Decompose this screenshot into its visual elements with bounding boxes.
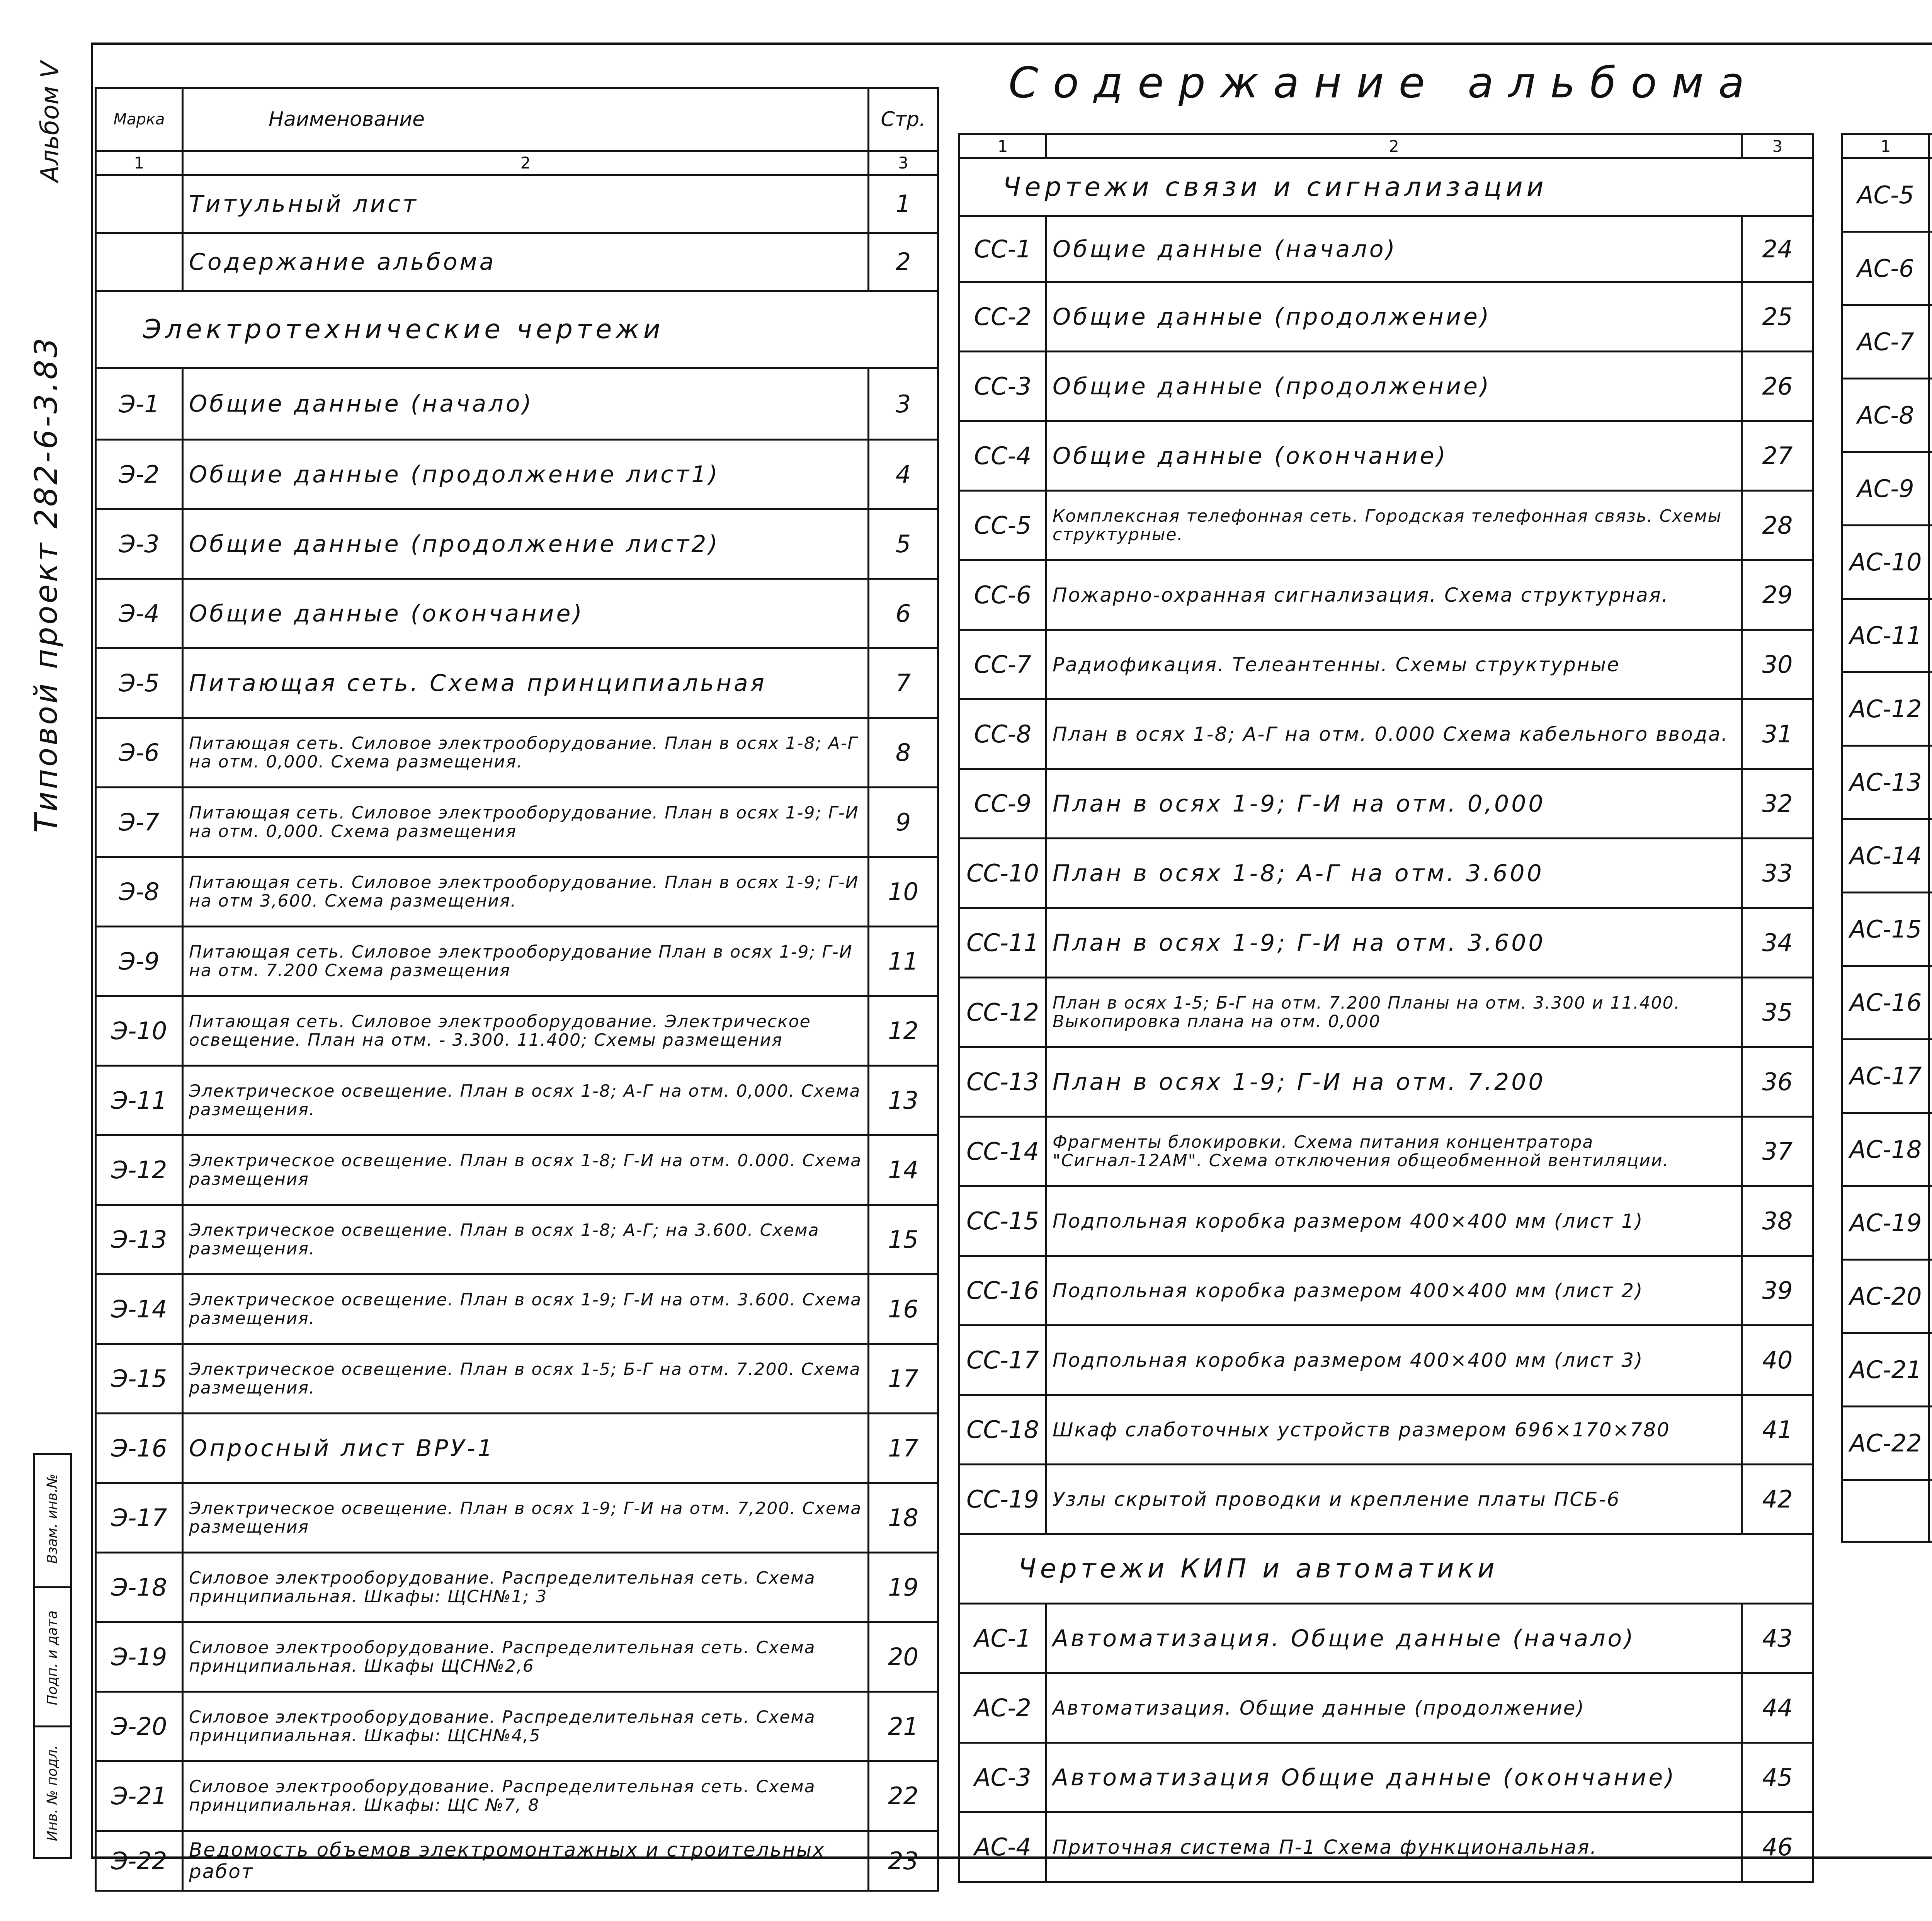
row-code: СС-5 (959, 491, 1046, 560)
row-name (1929, 1040, 1932, 1113)
header-name: Наименование (183, 88, 869, 151)
row-code: Э-1 (96, 368, 183, 440)
row-page: 44 (1742, 1673, 1813, 1743)
row-code: СС-3 (959, 352, 1046, 421)
row-code: СС-16 (959, 1256, 1046, 1325)
row-code: СС-17 (959, 1325, 1046, 1395)
table-row (959, 1673, 1813, 1743)
table-row (1842, 305, 1932, 379)
row-name (1929, 232, 1932, 305)
row-code: Э-19 (96, 1622, 183, 1692)
row-name (1929, 158, 1932, 232)
row-code: СС-18 (959, 1395, 1046, 1465)
row-code: Э-6 (96, 718, 183, 788)
col-index-3: 3 (1742, 134, 1813, 158)
row-name: Узлы скрытой проводки и крепление платы ПСБ-6 (1046, 1465, 1742, 1534)
row-page: 18 (869, 1483, 938, 1553)
row-name: Общие данные (продолжение лист2) (183, 509, 869, 579)
row-name: План в осях 1-9; Г-И на отм. 3.600 (1046, 908, 1742, 978)
row-code: АС-5 (1842, 158, 1929, 232)
row-name (1929, 966, 1932, 1040)
row-name: План в осях 1-9; Г-И на отм. 7.200 (1046, 1047, 1742, 1117)
row-code: Э-3 (96, 509, 183, 579)
row-name: Общие данные (начало) (183, 368, 869, 440)
table-row (1842, 1333, 1932, 1407)
row-name: Электрическое освещение. План в осях 1-8; А-Г на отм. 0,000. Схема размещения. (183, 1066, 869, 1135)
row-page: 45 (1742, 1743, 1813, 1812)
row-page: 17 (869, 1344, 938, 1414)
table-row (1842, 966, 1932, 1040)
table-row (96, 1831, 938, 1891)
table-row (959, 769, 1813, 839)
row-code: Э-8 (96, 857, 183, 927)
row-name: Электрическое освещение. План в осях 1-8; А-Г; на 3.600. Схема размещения. (183, 1205, 869, 1274)
table-row (959, 1117, 1813, 1186)
row-page: 27 (1742, 421, 1813, 491)
row-page: 13 (869, 1066, 938, 1135)
row-code: Э-18 (96, 1553, 183, 1622)
row-page: 22 (869, 1761, 938, 1831)
col-index-3: 3 (869, 151, 938, 175)
row-name: Общие данные (продолжение) (1046, 282, 1742, 352)
row-page: 35 (1742, 978, 1813, 1047)
row-name: Питающая сеть. Силовое электрооборудование. План в осях 1-9; Г-И на отм 3,600. Схема размещения. (183, 857, 869, 927)
row-name: Электрическое освещение. План в осях 1-5; Б-Г на отм. 7.200. Схема размещения. (183, 1344, 869, 1414)
table-row (1842, 526, 1932, 599)
row-code: СС-2 (959, 282, 1046, 352)
col-index-2: 2 (1046, 134, 1742, 158)
row-name: Питающая сеть. Силовое электрооборудование План в осях 1-9; Г-И на отм. 7.200 Схема размещения (183, 927, 869, 996)
table-row (959, 282, 1813, 352)
row-code: АС-22 (1842, 1407, 1929, 1480)
table-row (959, 1743, 1813, 1812)
table-row (96, 648, 938, 718)
row-name (1929, 305, 1932, 379)
row-name: Содержание альбома (183, 233, 869, 291)
row-code: СС-7 (959, 630, 1046, 699)
row-code: Э-20 (96, 1692, 183, 1761)
table-row (96, 1622, 938, 1692)
table-row (959, 216, 1813, 282)
table-row (959, 491, 1813, 560)
row-code: АС-8 (1842, 379, 1929, 452)
table-row (96, 1344, 938, 1414)
table-row (959, 560, 1813, 630)
row-page: 25 (1742, 282, 1813, 352)
table-row (96, 579, 938, 648)
row-code: АС-12 (1842, 672, 1929, 746)
row-page: 38 (1742, 1186, 1813, 1256)
table-row (959, 1604, 1813, 1673)
table-row (959, 421, 1813, 491)
table-row (959, 1047, 1813, 1117)
row-code: Э-14 (96, 1274, 183, 1344)
row-code: Э-17 (96, 1483, 183, 1553)
row-page: 11 (869, 927, 938, 996)
table-row (96, 718, 938, 788)
table-row (96, 1135, 938, 1205)
row-page: 15 (869, 1205, 938, 1274)
table-row (959, 839, 1813, 908)
row-name: Общие данные (продолжение лист1) (183, 440, 869, 509)
row-code: СС-1 (959, 216, 1046, 282)
row-page: 19 (869, 1553, 938, 1622)
row-code: Э-22 (96, 1831, 183, 1891)
row-name: Общие данные (продолжение) (1046, 352, 1742, 421)
row-code: СС-6 (959, 560, 1046, 630)
row-name: Шкаф слаботочных устройств размером 696×170×780 (1046, 1395, 1742, 1465)
row-name: Силовое электрооборудование. Распределительная сеть. Схема принципиальная. Шкафы: ЩС №7, 8 (183, 1761, 869, 1831)
table-row (96, 175, 938, 233)
row-code: Э-10 (96, 996, 183, 1066)
row-page: 32 (1742, 769, 1813, 839)
table-row (96, 1274, 938, 1344)
row-name (1929, 1260, 1932, 1333)
section-title-automation: Чертежи КИП и автоматики (959, 1534, 1813, 1604)
row-page: 39 (1742, 1256, 1813, 1325)
row-name: Электрическое освещение. План в осях 1-8; Г-И на отм. 0.000. Схема размещения (183, 1135, 869, 1205)
table-row (959, 1186, 1813, 1256)
row-code: СС-19 (959, 1465, 1046, 1534)
row-page: 8 (869, 718, 938, 788)
row-name: Питающая сеть. Силовое электрооборудование. План в осях 1-8; А-Г на отм. 0,000. Схема размещения. (183, 718, 869, 788)
table-row (96, 857, 938, 927)
row-name: План в осях 1-8; А-Г на отм. 3.600 (1046, 839, 1742, 908)
row-code: СС-8 (959, 699, 1046, 769)
row-code (96, 233, 183, 291)
row-name: Приточная система П-1 Схема функциональная. (1046, 1812, 1742, 1882)
row-name (1929, 1333, 1932, 1407)
row-name: Силовое электрооборудование. Распределительная сеть. Схема принципиальная. Шкафы ЩСН№2,6 (183, 1622, 869, 1692)
row-code: АС-13 (1842, 746, 1929, 819)
row-code: Э-7 (96, 788, 183, 857)
row-code: СС-12 (959, 978, 1046, 1047)
row-code: СС-14 (959, 1117, 1046, 1186)
row-code: АС-6 (1842, 232, 1929, 305)
table-row (1842, 1113, 1932, 1186)
table-row (96, 509, 938, 579)
header-page: Стр. (869, 88, 938, 151)
row-name (1929, 1186, 1932, 1260)
row-name: Автоматизация. Общие данные (начало) (1046, 1604, 1742, 1673)
row-code: АС-18 (1842, 1113, 1929, 1186)
row-code: АС-19 (1842, 1186, 1929, 1260)
table-row (959, 630, 1813, 699)
col-index-2 (1929, 134, 1932, 158)
row-page: 17 (869, 1414, 938, 1483)
row-page: 24 (1742, 216, 1813, 282)
table-row (96, 233, 938, 291)
row-name (1929, 526, 1932, 599)
section-title-communication: Чертежи связи и сигнализации (959, 158, 1813, 216)
row-code: Э-2 (96, 440, 183, 509)
table-row (1842, 1407, 1932, 1480)
row-page: 1 (869, 175, 938, 233)
page-title: Содержание альбома (1009, 58, 1759, 107)
col-index-1: 1 (1842, 134, 1929, 158)
row-code: АС-11 (1842, 599, 1929, 672)
row-page: 42 (1742, 1465, 1813, 1534)
row-page: 3 (869, 368, 938, 440)
row-page: 46 (1742, 1812, 1813, 1882)
row-name (1929, 746, 1932, 819)
row-code: Э-12 (96, 1135, 183, 1205)
row-page: 34 (1742, 908, 1813, 978)
row-code: СС-13 (959, 1047, 1046, 1117)
row-name: Питающая сеть. Силовое электрооборудование. План в осях 1-9; Г-И на отм. 0,000. Схема размещения (183, 788, 869, 857)
row-name (1929, 672, 1932, 746)
row-code: Э-4 (96, 579, 183, 648)
row-page: 33 (1742, 839, 1813, 908)
row-code: АС-10 (1842, 526, 1929, 599)
row-code: СС-15 (959, 1186, 1046, 1256)
col-index-2: 2 (183, 151, 869, 175)
table-row (1842, 819, 1932, 893)
row-page: 29 (1742, 560, 1813, 630)
row-name: Комплексная телефонная сеть. Городская телефонная связь. Схемы структурные. (1046, 491, 1742, 560)
row-page: 28 (1742, 491, 1813, 560)
row-name: Автоматизация. Общие данные (продолжение) (1046, 1673, 1742, 1743)
row-name: Фрагменты блокировки. Схема питания концентратора "Сигнал-12АМ". Схема отключения общеобменной вентиляции. (1046, 1117, 1742, 1186)
row-name: Питающая сеть. Силовое электрооборудование. Электрическое освещение. План на отм. - 3.300. 11.400; Схемы размещения (183, 996, 869, 1066)
table-row (959, 1812, 1813, 1882)
row-code: Э-11 (96, 1066, 183, 1135)
table-row (1842, 1480, 1932, 1542)
table-row (1842, 1040, 1932, 1113)
table-row (96, 1483, 938, 1553)
row-page: 43 (1742, 1604, 1813, 1673)
row-code: АС-20 (1842, 1260, 1929, 1333)
row-code: СС-11 (959, 908, 1046, 978)
row-page: 6 (869, 579, 938, 648)
table-row (96, 440, 938, 509)
row-name: План в осях 1-8; А-Г на отм. 0.000 Схема кабельного ввода. (1046, 699, 1742, 769)
row-code: АС-1 (959, 1604, 1046, 1673)
row-code: Э-5 (96, 648, 183, 718)
row-page: 9 (869, 788, 938, 857)
table-row (1842, 1186, 1932, 1260)
row-code: АС-17 (1842, 1040, 1929, 1113)
table-row (96, 1761, 938, 1831)
row-name: План в осях 1-5; Б-Г на отм. 7.200 Планы на отм. 3.300 и 11.400. Выкопировка плана на отм. 0,000 (1046, 978, 1742, 1047)
row-page: 36 (1742, 1047, 1813, 1117)
row-name (1929, 893, 1932, 966)
album-label: Альбом V (36, 61, 65, 182)
table-row (1842, 1260, 1932, 1333)
row-code: АС-21 (1842, 1333, 1929, 1407)
row-name (1929, 1407, 1932, 1480)
table-row (1842, 893, 1932, 966)
row-code: АС-4 (959, 1812, 1046, 1882)
row-code: Э-16 (96, 1414, 183, 1483)
table-row (96, 996, 938, 1066)
row-page: 4 (869, 440, 938, 509)
row-name: Электрическое освещение. План в осях 1-9; Г-И на отм. 7,200. Схема размещения (183, 1483, 869, 1553)
row-page: 37 (1742, 1117, 1813, 1186)
row-code: СС-4 (959, 421, 1046, 491)
row-name: Силовое электрооборудование. Распределительная сеть. Схема принципиальная. Шкафы: ЩСН№1; 3 (183, 1553, 869, 1622)
row-name: Силовое электрооборудование. Распределительная сеть. Схема принципиальная. Шкафы: ЩСН№4,5 (183, 1692, 869, 1761)
row-name: Электрическое освещение. План в осях 1-9; Г-И на отм. 3.600. Схема размещения. (183, 1274, 869, 1344)
row-code: СС-9 (959, 769, 1046, 839)
row-name: Титульный лист (183, 175, 869, 233)
row-code: Э-15 (96, 1344, 183, 1414)
row-name: План в осях 1-9; Г-И на отм. 0,000 (1046, 769, 1742, 839)
stamp-label-signature: Подп. и дата (44, 1610, 60, 1705)
row-page: 10 (869, 857, 938, 927)
row-name (1929, 452, 1932, 526)
row-code: АС-15 (1842, 893, 1929, 966)
contents-table-communication (958, 133, 1814, 1883)
table-row (959, 1256, 1813, 1325)
col-index-1: 1 (959, 134, 1046, 158)
table-row (959, 908, 1813, 978)
table-row (96, 1414, 938, 1483)
row-page: 14 (869, 1135, 938, 1205)
row-name: Питающая сеть. Схема принципиальная (183, 648, 869, 718)
table-row (96, 368, 938, 440)
row-page: 26 (1742, 352, 1813, 421)
row-page: 30 (1742, 630, 1813, 699)
row-name (1929, 599, 1932, 672)
table-row (1842, 452, 1932, 526)
table-row (96, 1066, 938, 1135)
row-name: Опросный лист ВРУ-1 (183, 1414, 869, 1483)
table-row (959, 978, 1813, 1047)
row-page: 2 (869, 233, 938, 291)
row-name: Автоматизация Общие данные (окончание) (1046, 1743, 1742, 1812)
table-row (959, 1465, 1813, 1534)
row-name: Пожарно-охранная сигнализация. Схема структурная. (1046, 560, 1742, 630)
table-row (1842, 379, 1932, 452)
table-row (959, 352, 1813, 421)
row-code: АС-14 (1842, 819, 1929, 893)
table-row (1842, 232, 1932, 305)
section-title-electrical: Электротехнические чертежи (96, 291, 938, 368)
row-page: 12 (869, 996, 938, 1066)
row-name: Подпольная коробка размером 400×400 мм (лист 1) (1046, 1186, 1742, 1256)
table-row (959, 699, 1813, 769)
row-name: Общие данные (окончание) (183, 579, 869, 648)
row-page: 31 (1742, 699, 1813, 769)
stamp-label-replace: Взам. инв.№ (44, 1474, 60, 1564)
row-page: 40 (1742, 1325, 1813, 1395)
row-page: 20 (869, 1622, 938, 1692)
project-label: Типовой проект 282-6-3.83 (28, 335, 64, 833)
row-code: Э-9 (96, 927, 183, 996)
row-name: Общие данные (окончание) (1046, 421, 1742, 491)
row-code (1842, 1480, 1929, 1542)
row-name: Радиофикация. Телеантенны. Схемы структурные (1046, 630, 1742, 699)
row-name: Общие данные (начало) (1046, 216, 1742, 282)
row-page: 41 (1742, 1395, 1813, 1465)
row-name (1929, 819, 1932, 893)
table-row (1842, 746, 1932, 819)
row-code: АС-3 (959, 1743, 1046, 1812)
table-row (1842, 158, 1932, 232)
row-page: 7 (869, 648, 938, 718)
contents-table-automation (1841, 133, 1932, 1543)
row-code (96, 175, 183, 233)
table-row (959, 1325, 1813, 1395)
row-code: СС-10 (959, 839, 1046, 908)
row-name (1929, 1480, 1932, 1542)
row-page: 16 (869, 1274, 938, 1344)
row-page: 23 (869, 1831, 938, 1891)
header-mark: Марка (96, 88, 183, 151)
row-name: Ведомость объемов электромонтажных и строительных работ (183, 1831, 869, 1891)
row-name: Подпольная коробка размером 400×400 мм (лист 3) (1046, 1325, 1742, 1395)
table-row (1842, 599, 1932, 672)
row-page: 5 (869, 509, 938, 579)
row-code: АС-7 (1842, 305, 1929, 379)
row-code: Э-21 (96, 1761, 183, 1831)
table-row (96, 788, 938, 857)
table-row (1842, 672, 1932, 746)
table-row (96, 927, 938, 996)
table-row (96, 1205, 938, 1274)
row-code: АС-9 (1842, 452, 1929, 526)
row-name (1929, 379, 1932, 452)
approval-stamp-box (33, 1453, 72, 1859)
row-name (1929, 1113, 1932, 1186)
table-row (959, 1395, 1813, 1465)
row-page: 21 (869, 1692, 938, 1761)
row-name: Подпольная коробка размером 400×400 мм (лист 2) (1046, 1256, 1742, 1325)
table-row (96, 1692, 938, 1761)
row-code: АС-16 (1842, 966, 1929, 1040)
stamp-label-inventory: Инв. № подл. (44, 1745, 60, 1841)
row-code: АС-2 (959, 1673, 1046, 1743)
table-row (96, 1553, 938, 1622)
col-index-1: 1 (96, 151, 183, 175)
contents-table-electrical (95, 87, 939, 1892)
row-code: Э-13 (96, 1205, 183, 1274)
